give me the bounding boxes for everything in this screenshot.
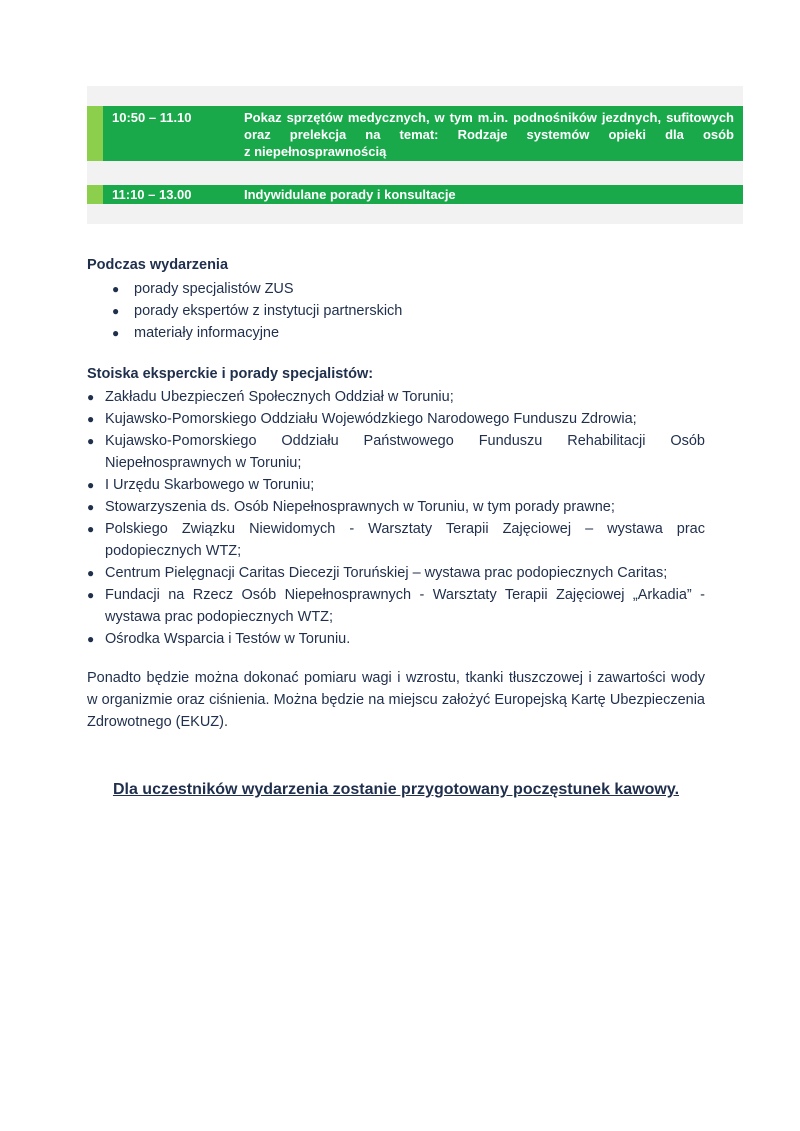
schedule-row [103, 185, 743, 204]
list-item: ● materiały informacyjne [134, 322, 402, 344]
bullet-icon: ● [87, 566, 95, 580]
bullet-icon: ● [87, 522, 95, 536]
description-line: z niepełnosprawnością [244, 144, 387, 159]
description-line: oraz prelekcja na temat: Rodzaje systemów opieki dla osób [244, 127, 734, 142]
paragraph-line: w organizmie oraz ciśnienia. Można będzie na miejscu założyć Europejską Kartę Ubezpieczenia [87, 692, 705, 708]
during-heading: Podczas wydarzenia [87, 257, 229, 273]
list-item: ● Zakładu Ubezpieczeń Społecznych Oddział w Toruniu; [105, 386, 705, 408]
list-item: ● Fundacji na Rzecz Osób Niepełnosprawnych - Warsztaty Terapii Zajęciowej „Arkadia” - wystawa prac podopiecznych WTZ; [105, 584, 705, 628]
bullet-icon: ● [87, 390, 95, 404]
list-item: ● Centrum Pielęgnacji Caritas Diecezji Toruńskiej – wystawa prac podopiecznych Caritas; [105, 562, 705, 584]
paragraph-line: Ponadto będzie można dokonać pomiaru wagi i wzrostu, tkanki tłuszczowej i zawartości wody [87, 670, 705, 686]
schedule-time: 11:10 – 13.00 [112, 187, 192, 202]
bullet-icon: ● [87, 412, 95, 426]
stalls-heading: Stoiska eksperckie i porady specjalistów: [87, 366, 374, 382]
list-item: ● porady ekspertów z instytucji partnerskich [134, 300, 402, 322]
bullet-icon: ● [87, 500, 95, 514]
list-item: ● Kujawsko-Pomorskiego Oddziału Państwowego Funduszu Rehabilitacji Osób Niepełnosprawnych w Toruniu; [105, 430, 705, 474]
row-accent-bar [87, 106, 103, 161]
list-item: ● Ośrodka Wsparcia i Testów w Toruniu. [105, 628, 705, 650]
list-item: ● Stowarzyszenia ds. Osób Niepełnosprawnych w Toruniu, w tym porady prawne; [105, 496, 705, 518]
stalls-list [87, 386, 705, 650]
description-line: Indywidulane porady i konsultacje [244, 187, 456, 202]
paragraph-line: Zdrowotnego (EKUZ). [87, 714, 229, 730]
info-paragraph [87, 667, 705, 733]
schedule-time: 10:50 – 11.10 [112, 110, 192, 125]
row-accent-bar [87, 185, 103, 204]
bullet-icon: ● [87, 632, 95, 646]
bullet-icon: ● [112, 304, 120, 318]
list-item: ● Polskiego Związku Niewidomych - Warsztaty Terapii Zajęciowej – wystawa prac podopiecznych WTZ; [105, 518, 705, 562]
bullet-icon: ● [112, 326, 120, 340]
bullet-icon: ● [87, 588, 95, 602]
closing-note: Dla uczestników wydarzenia zostanie przygotowany poczęstunek kawowy. [112, 781, 680, 798]
bullet-icon: ● [112, 282, 120, 296]
schedule-row [103, 106, 743, 161]
schedule-description [244, 109, 734, 160]
bullet-icon: ● [87, 434, 95, 448]
schedule-description [244, 186, 734, 203]
list-item: ● I Urzędu Skarbowego w Toruniu; [105, 474, 705, 496]
during-list [112, 278, 403, 344]
list-item: ● porady specjalistów ZUS [134, 278, 402, 300]
list-item: ● Kujawsko-Pomorskiego Oddziału Wojewódzkiego Narodowego Funduszu Zdrowia; [105, 408, 705, 430]
bullet-icon: ● [87, 478, 95, 492]
description-line: Pokaz sprzętów medycznych, w tym m.in. podnośników jezdnych, sufitowych [244, 110, 734, 125]
